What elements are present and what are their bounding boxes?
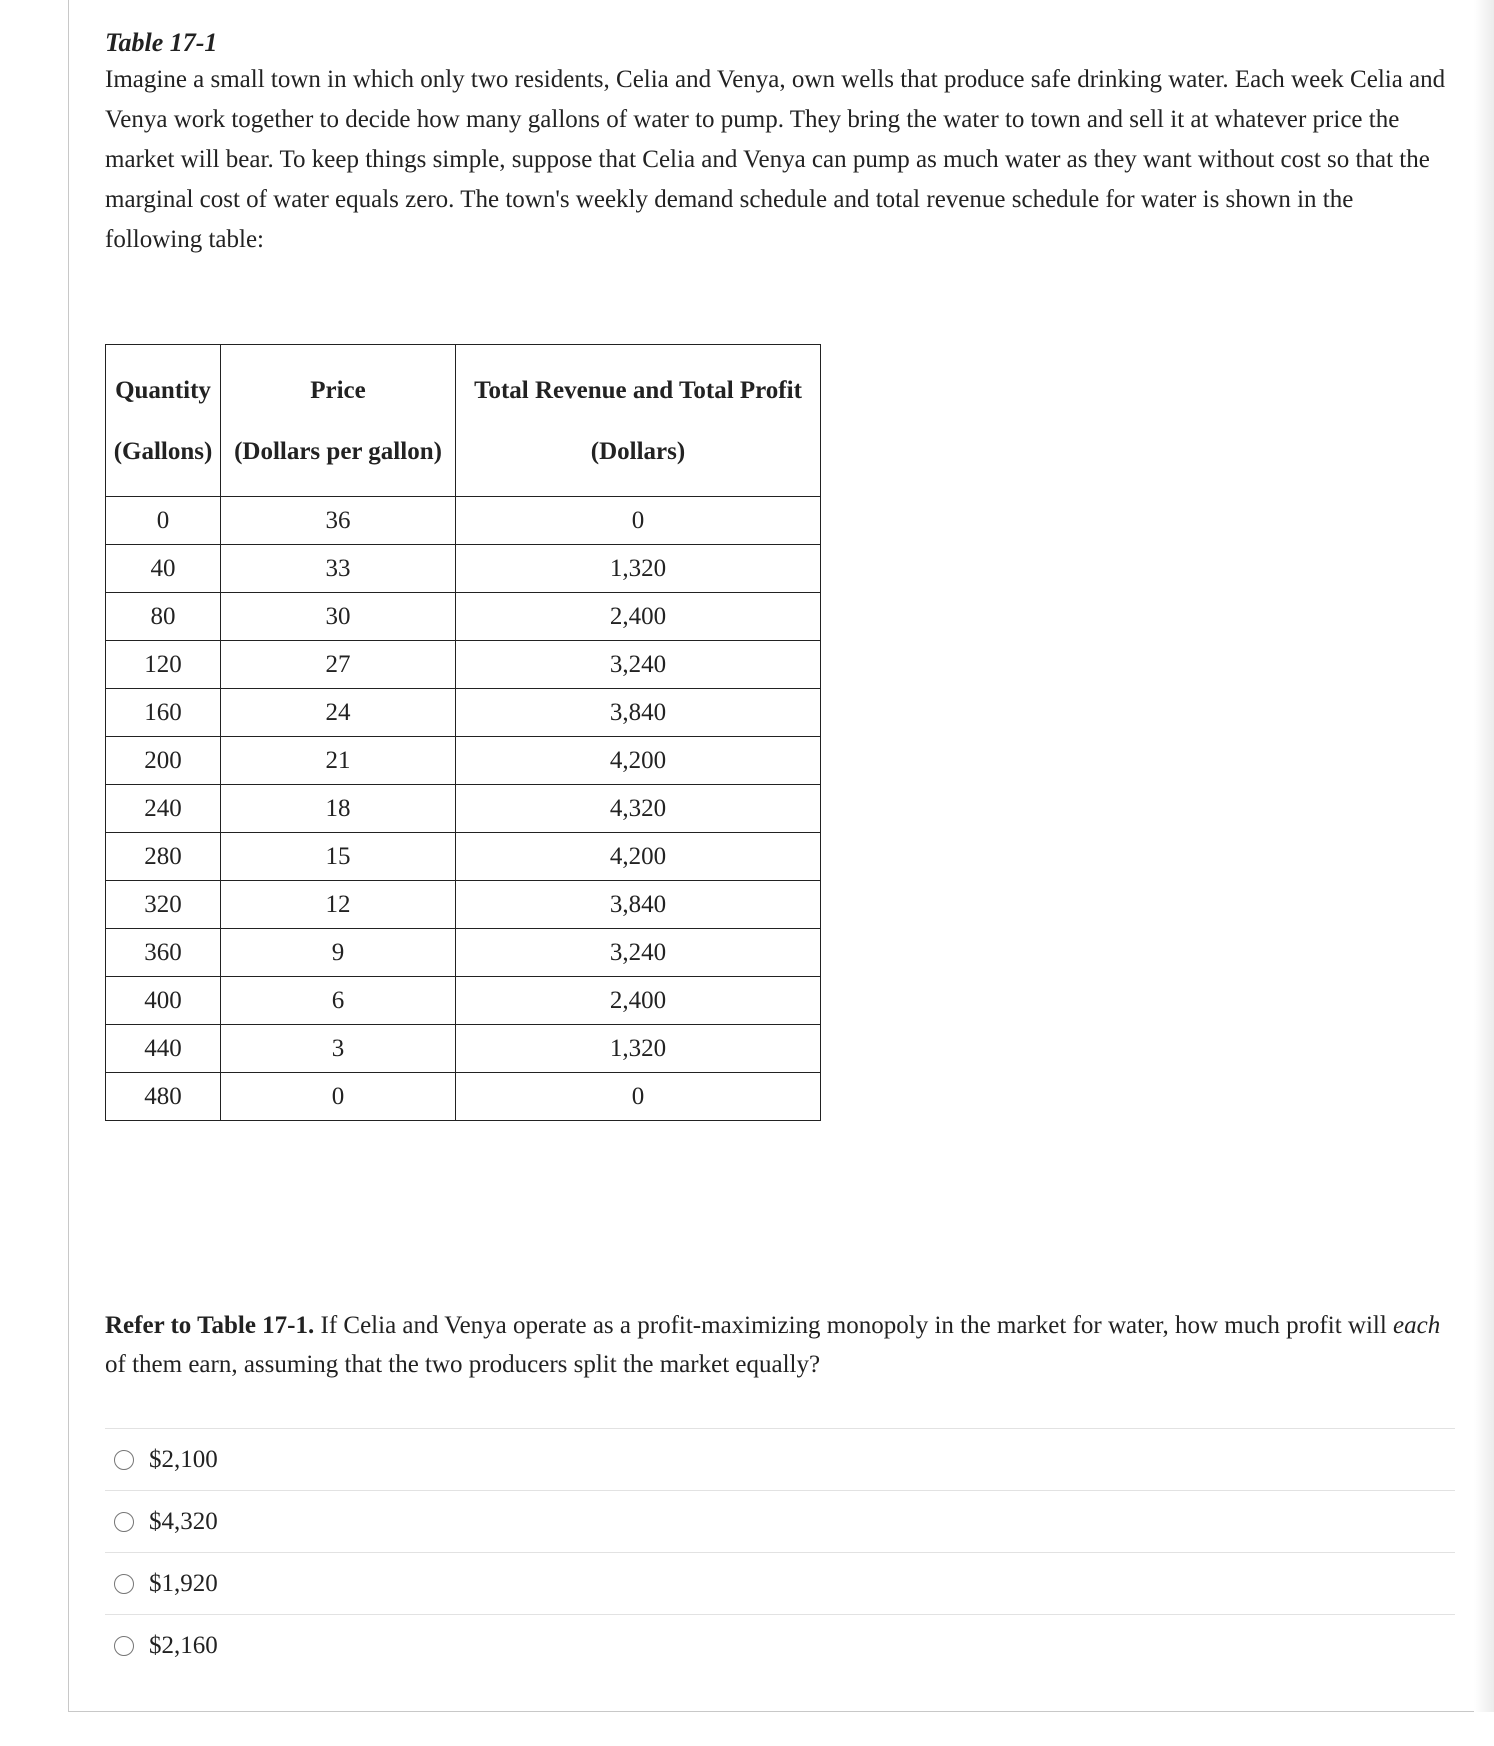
cell-quantity: 480 [106, 1073, 221, 1121]
header-price [221, 345, 456, 497]
cell-total-revenue: 1,320 [456, 1025, 821, 1073]
answer-options [105, 1428, 1455, 1676]
panel-edge [1474, 0, 1494, 1712]
question-body-end: of them earn, assuming that the two producers split the market equally? [105, 1351, 821, 1378]
cell-price: 33 [221, 545, 456, 593]
cell-quantity: 240 [106, 785, 221, 833]
cell-price: 21 [221, 737, 456, 785]
cell-quantity: 440 [106, 1025, 221, 1073]
table-row [106, 833, 821, 881]
cell-price: 12 [221, 881, 456, 929]
header-quantity [106, 345, 221, 497]
header-total-revenue-label: Total Revenue and Total Profit [474, 376, 802, 404]
cell-quantity: 80 [106, 593, 221, 641]
cell-total-revenue: 4,320 [456, 785, 821, 833]
header-quantity-label: Quantity [115, 376, 211, 404]
cell-quantity: 360 [106, 929, 221, 977]
table-row [106, 689, 821, 737]
cell-price: 36 [221, 497, 456, 545]
radio-button-icon[interactable] [114, 1636, 134, 1656]
answer-label: $1,920 [149, 1569, 218, 1597]
cell-quantity: 280 [106, 833, 221, 881]
table-row [106, 545, 821, 593]
cell-total-revenue: 0 [456, 1073, 821, 1121]
answer-label: $2,160 [149, 1631, 218, 1659]
table-header-row [106, 345, 821, 497]
cell-price: 24 [221, 689, 456, 737]
cell-quantity: 40 [106, 545, 221, 593]
cell-price: 15 [221, 833, 456, 881]
answer-option-d[interactable] [105, 1614, 1455, 1676]
cell-price: 0 [221, 1073, 456, 1121]
header-price-label: Price [310, 376, 366, 404]
answer-option-a[interactable] [105, 1428, 1455, 1490]
question-text [105, 1306, 1455, 1384]
table-row [106, 1073, 821, 1121]
table-row [106, 929, 821, 977]
header-total-revenue [456, 345, 821, 497]
cell-price: 30 [221, 593, 456, 641]
cell-quantity: 160 [106, 689, 221, 737]
cell-price: 27 [221, 641, 456, 689]
answer-label: $4,320 [149, 1507, 218, 1535]
cell-total-revenue: 2,400 [456, 593, 821, 641]
cell-total-revenue: 4,200 [456, 737, 821, 785]
table-row [106, 641, 821, 689]
cell-total-revenue: 3,840 [456, 881, 821, 929]
table-row [106, 737, 821, 785]
answer-option-b[interactable] [105, 1490, 1455, 1552]
cell-total-revenue: 0 [456, 497, 821, 545]
table-row [106, 785, 821, 833]
radio-button-icon[interactable] [114, 1450, 134, 1470]
cell-total-revenue: 1,320 [456, 545, 821, 593]
table-row [106, 497, 821, 545]
cell-quantity: 320 [106, 881, 221, 929]
header-total-revenue-unit: (Dollars) [590, 437, 686, 465]
cell-quantity: 400 [106, 977, 221, 1025]
cell-price: 9 [221, 929, 456, 977]
demand-table [105, 344, 821, 1121]
table-row [106, 593, 821, 641]
table-title: Table 17-1 [105, 28, 218, 57]
cell-quantity: 0 [106, 497, 221, 545]
cell-total-revenue: 3,240 [456, 929, 821, 977]
table-intro [105, 26, 1455, 260]
cell-price: 6 [221, 977, 456, 1025]
radio-button-icon[interactable] [114, 1574, 134, 1594]
header-price-unit: (Dollars per gallon) [234, 437, 442, 465]
header-quantity-unit: (Gallons) [113, 437, 213, 465]
table-row [106, 977, 821, 1025]
cell-total-revenue: 3,240 [456, 641, 821, 689]
question-reference: Refer to Table 17-1. [105, 1312, 315, 1339]
cell-price: 18 [221, 785, 456, 833]
cell-quantity: 120 [106, 641, 221, 689]
cell-price: 3 [221, 1025, 456, 1073]
question-body-start: If Celia and Venya operate as a profit-maximizing monopoly in the market for water, how much profit will [314, 1312, 1394, 1339]
answer-label: $2,100 [149, 1445, 218, 1473]
answer-option-c[interactable] [105, 1552, 1455, 1614]
table-row [106, 1025, 821, 1073]
intro-paragraph: Imagine a small town in which only two residents, Celia and Venya, own wells that produce safe drinking water. Each week Celia and Venya work together to decide how many gallons of water to pump. They bring the water to town and sell it at whatever price the market will bear. To keep things simple, suppose that Celia and Venya can pump as much water as they want without cost so that the marginal cost of water equals zero. The town's weekly demand schedule and total revenue schedule for water is shown in the following table: [105, 66, 1446, 253]
table-row [106, 881, 821, 929]
cell-quantity: 200 [106, 737, 221, 785]
radio-button-icon[interactable] [114, 1512, 134, 1532]
cell-total-revenue: 3,840 [456, 689, 821, 737]
cell-total-revenue: 2,400 [456, 977, 821, 1025]
question-emphasis: each [1393, 1312, 1441, 1339]
cell-total-revenue: 4,200 [456, 833, 821, 881]
